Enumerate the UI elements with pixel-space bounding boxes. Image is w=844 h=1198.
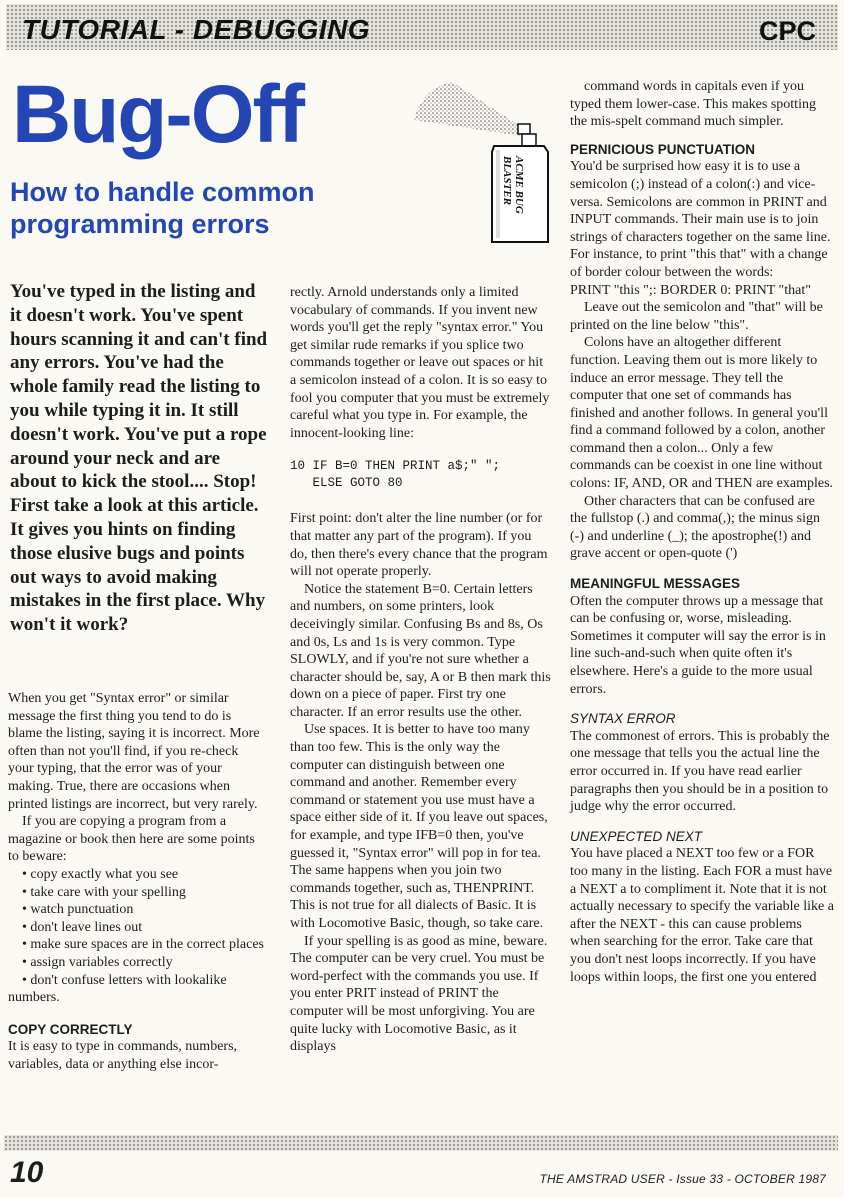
- paragraph: The commonest of errors. This is probably the one message that tells you the actual line the error occurred in. If you have read earlier paragraphs then you should be in a position to judge why the error occurred.: [570, 728, 830, 815]
- header-band: [6, 4, 838, 50]
- bug-spray-illustration: [412, 80, 572, 250]
- code-line: PRINT "this ";: BORDER 0: PRINT "that": [570, 282, 811, 298]
- paragraph: Other characters that can be confused are the fullstop (.) and comma(,); the minus sign (-) and underline (_); the apostrophe(!) and grave accent or open-quote ('): [570, 493, 821, 562]
- list-item: • don't leave lines out: [22, 919, 143, 935]
- paragraph: Notice the statement B=0. Certain letters and numbers, on some printers, look deceivingly similar. Confusing Bs and 8s, Os and 0s, Ls and 1s is very common. Type SLOWLY, and if you're not sure whether a character should be, say, A or B then mark this down on a piece of paper. First try one character. If an error results use the other.: [290, 581, 551, 720]
- magazine-footer: THE AMSTRAD USER - Issue 33 - OCTOBER 1987: [539, 1172, 826, 1186]
- subsection-heading: SYNTAX ERROR: [570, 711, 676, 727]
- article-subtitle: [10, 176, 340, 240]
- paragraph: When you get "Syntax error" or similar message the first thing you tend to do is blame the listing, saying it is incorrect. More often than not you'll find, if you re-check your typing, that the error was of your making. True, there are occasions when printed listings are incorrect, but very rarely.: [8, 691, 260, 812]
- list-item: • watch punctuation: [22, 902, 134, 918]
- paragraph: It is easy to type in commands, numbers, variables, data or anything else incor-: [8, 1039, 238, 1072]
- list-item: • take care with your spelling: [22, 884, 186, 900]
- paragraph: First point: don't alter the line number (or for that matter any part of the program). If you do, then there's every chance that the program will not operate properly.: [290, 511, 548, 580]
- paragraph: Often the computer throws up a message that can be confusing or, worse, misleading. Sometimes it computer will say the error is in line such-and-such when quite often it's elsewhere. Here's a guide to the more usual errors.: [570, 593, 826, 697]
- section-heading: COPY CORRECTLY: [8, 1021, 133, 1037]
- list-item: • make sure spaces are in the correct places: [22, 937, 264, 953]
- paragraph: If your spelling is as good as mine, beware. The computer can be very cruel. You must be word-perfect with the commands you use. If you enter PRIT instead of PRINT the computer will be most unforgiving. You are quite lucky with Locomotive Basic, as it displays: [290, 933, 548, 1055]
- paragraph: command words in capitals even if you typed them lower-case. This makes spotting the mis-spelt command much simpler.: [570, 79, 816, 130]
- section-heading: MEANINGFUL MESSAGES: [570, 576, 741, 592]
- code-listing: 10 IF B=0 THEN PRINT a$;" "; ELSE GOTO 80: [290, 459, 501, 491]
- paragraph: You have placed a NEXT too few or a FOR too many in the listing. Each FOR a must have a NEXT a to compliment it. Note that it is not actually necessary to specify the variable like a after the NEXT - this can cause problems when searching for the error. Take care that you don't nest loops incorrectly. If you have loops within loops, the first one you entered: [570, 846, 834, 985]
- column-2: [290, 284, 552, 1056]
- section-label: TUTORIAL - DEBUGGING: [22, 14, 371, 45]
- paragraph: Colons have an altogether different function. Leaving them out is more likely to induce an error message. They tell the computer that one set of commands has finished and another follows. In general you'll find a command followed by a colon, another command then a colon... Only a few commands can be coexist in one line without colons: IF, AND, OR and THEN are examples.: [570, 335, 834, 492]
- paragraph: rectly. Arnold understands only a limited vocabulary of commands. If you invent new words you'll get the reply "syntax error." You get similar rude remarks if you splice two commands together or leave out spaces or hit a semicolon instead of a colon. It is so easy to fool you computer that you must be extremely careful what you type in. For example, the innocent-looking line:: [290, 285, 550, 441]
- paragraph: Leave out the semicolon and "that" will be printed on the line below "this".: [570, 300, 823, 333]
- paragraph: You'd be surprised how easy it is to use a semicolon (;) instead of a colon(:) and vice-versa. Semicolons are common in PRINT and INPUT commands. Their main use is to join strings of characters together on the same line. For instance, to print "this that" with a change of border colour between the words:: [570, 159, 831, 280]
- list-item: • don't confuse letters with lookalike numbers.: [8, 972, 227, 1006]
- paragraph: If you are copying a program from a magazine or book then here are some points to beware:: [8, 814, 255, 865]
- footer-band: [4, 1135, 838, 1151]
- article-title: Bug-Off: [12, 69, 304, 160]
- section-heading: PERNICIOUS PUNCTUATION: [570, 141, 756, 157]
- page-number: 10: [10, 1156, 44, 1189]
- paragraph: Use spaces. It is better to have too many than too few. This is the only way the computer can distinguish between one command and another. Remember every command or statement you use must have a space either side of it. If you leave out spaces, for example, and type IFB=0 then, you've guessed it, "Syntax error" will pop in for tea. The same happens when you join two commands together, such as, THENPRINT. This is not true for all dialects of Basic. It is with Locomotive Basic, though, so take care.: [290, 722, 548, 931]
- subtitle-line-1: How to handle common: [10, 177, 315, 207]
- can-label-line-2: BLASTER: [501, 156, 513, 205]
- list-item: • copy exactly what you see: [22, 866, 179, 882]
- platform-label: CPC: [758, 16, 816, 46]
- list-item: • assign variables correctly: [22, 954, 173, 970]
- subtitle-line-2: programming errors: [10, 209, 270, 239]
- column-3: [570, 78, 834, 986]
- column-1: [8, 690, 266, 1073]
- subsection-heading: UNEXPECTED NEXT: [570, 828, 703, 844]
- can-label-line-1: ACME BUG: [513, 156, 525, 214]
- intro-paragraph: You've typed in the listing and it doesn't work. You've spent hours scanning it and can't find any errors. You've had the whole family read the listing to you while typing it in. It still doesn't work. You've put a rope around your neck and are about to kick the stool.... Stop! First take a look at this article. It gives you hints on finding those elusive bugs and points out ways to avoid making mistakes in the first place. Why won't it work?: [10, 281, 268, 636]
